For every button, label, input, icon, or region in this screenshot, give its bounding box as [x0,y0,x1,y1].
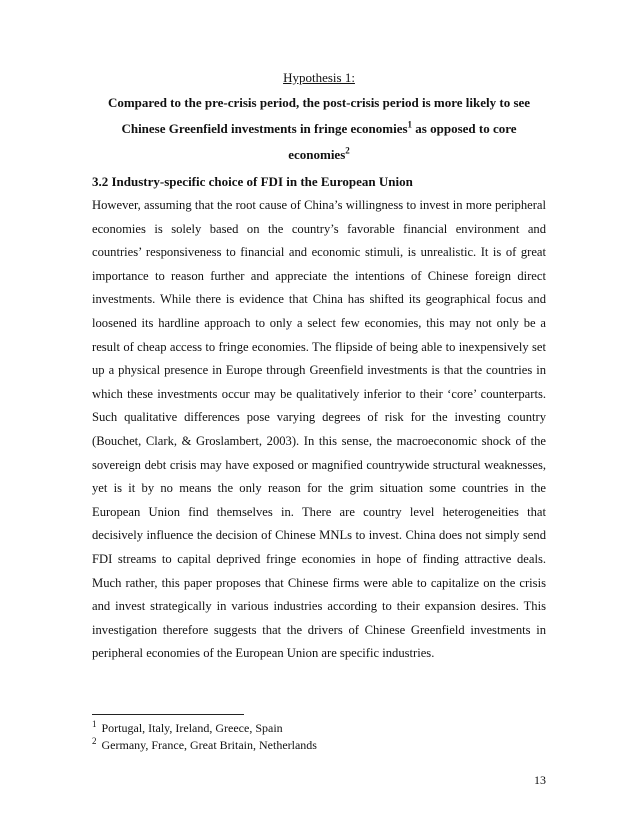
footnote-separator [92,714,244,715]
hypothesis-line-1: Compared to the pre-crisis period, the post-crisis period is more likely to see [107,95,531,110]
footnote-1-mark: 1 [92,719,97,729]
page-number: 13 [534,773,546,787]
hypothesis-title: Hypothesis 1: [283,70,355,85]
footnote-2-mark: 2 [92,736,97,746]
footnote-1 [92,721,283,736]
footnote-1-text: Portugal, Italy, Ireland, Greece, Spain [101,721,283,735]
footnote-ref-2[interactable]: 2 [345,145,350,156]
hypothesis-line-2-end: as opposed to core [412,121,517,136]
hypothesis-line-3: economies [288,147,346,162]
footnote-2-text: Germany, France, Great Britain, Netherlands [101,738,317,752]
footnote-2 [92,738,317,753]
hypothesis-line-2-start: Chinese Greenfield investments in fringe economies [121,121,408,136]
hypothesis-statement [92,90,546,168]
section-heading: 3.2 Industry-specific choice of FDI in the European Union [92,174,413,189]
body-paragraph: However, assuming that the root cause of China’s willingness to invest in more peripheral economies is solely based on the country’s favorable financial environment and countries’ responsiveness to financial and economic stimuli, is unrealistic. It is of great importance to reason further and appreciate the intentions of Chinese foreign direct investments. While there is evidence that China has shifted its geographical focus and loosened its hardline approach to only a select few economies, this may not only be a result of cheap access to fringe economies. The flipside of being able to inexpensively set up a physical presence in Europe through Greenfield investments is that the countries in which these investments occur may be qualitatively inferior to their ‘core’ counterparts. Such qualitative differences pose varying degrees of risk for the investing country (Bouchet, Clark, & Groslambert, 2003). In this sense, the macroeconomic shock of the sovereign debt crisis may have exposed or magnified countrywide structural weaknesses, yet is it by no means the only reason for the grim situation some countries in the European Union find themselves in. There are country level heterogeneities that decisively influence the decision of Chinese MNLs to invest. China does not simply send FDI streams to capital deprived fringe economies in hope of finding attractive deals. Much rather, this paper proposes that Chinese firms were able to capitalize on the crisis and invest strategically in various industries according to their expansion desires. This investigation therefore suggests that the drivers of Chinese Greenfield investments in peripheral economies of the European Union are specific industries. [92,198,546,661]
footnote-ref-1[interactable]: 1 [407,119,413,130]
